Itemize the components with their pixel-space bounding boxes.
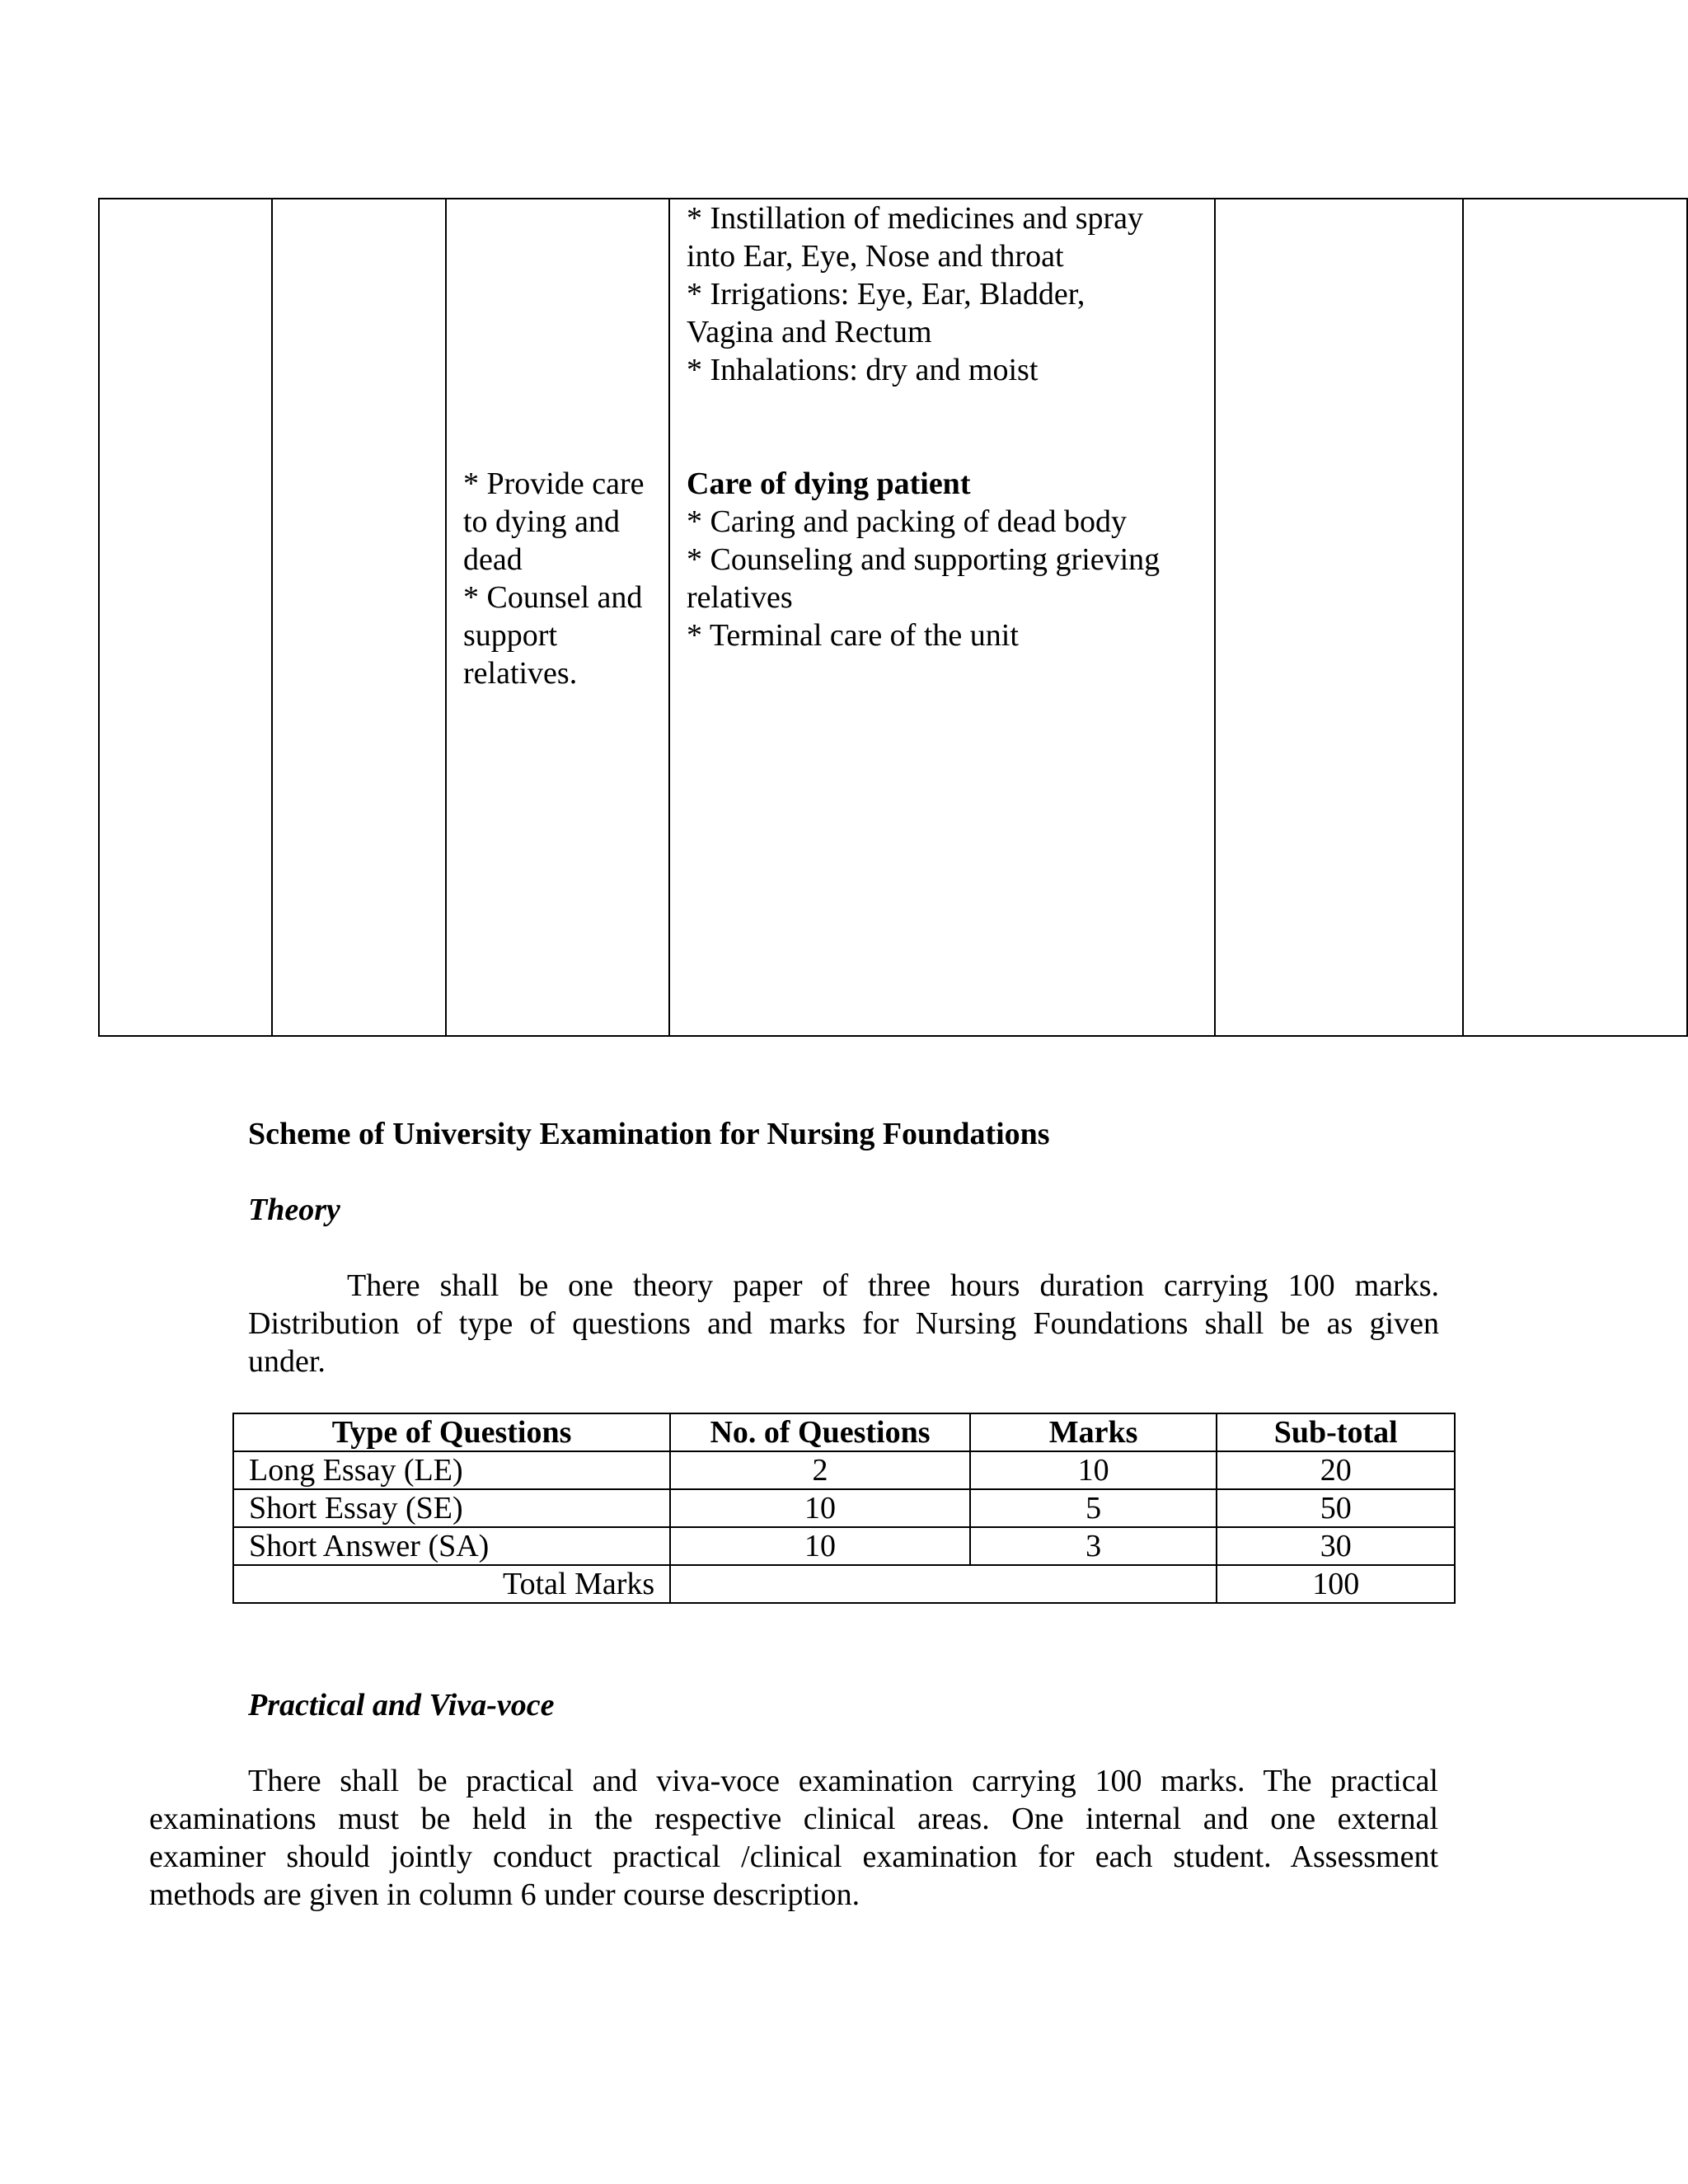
column-header: Type of Questions <box>233 1413 670 1451</box>
marks-cell: 3 <box>970 1527 1217 1565</box>
paragraph-line: examiner should jointly conduct practical /clinical examination for each student. Assessment <box>149 1840 1438 1874</box>
content-line: * Irrigations: Eye, Ear, Bladder, <box>687 277 1085 312</box>
care-of-dying-section <box>687 465 1160 654</box>
subtotal-cell: 20 <box>1217 1451 1455 1489</box>
paragraph-line: methods are given in column 6 under course description. <box>149 1877 860 1912</box>
objective-line: support <box>463 618 557 653</box>
objective-line: * Counsel and <box>463 580 643 615</box>
content-cell <box>687 199 1143 389</box>
question-count-cell: 10 <box>670 1489 970 1527</box>
page-title: Scheme of University Examination for Nursing Foundations <box>248 1117 1050 1151</box>
table-header-row <box>233 1413 1455 1451</box>
content-line: * Counseling and supporting grieving <box>687 542 1160 577</box>
objective-line: relatives. <box>463 656 578 691</box>
content-line: * Caring and packing of dead body <box>687 504 1127 539</box>
question-count-cell: 10 <box>670 1527 970 1565</box>
objective-line: dead <box>463 542 523 577</box>
marks-cell: 10 <box>970 1451 1217 1489</box>
content-line: * Inhalations: dry and moist <box>687 353 1039 387</box>
question-type-cell: Long Essay (LE) <box>233 1451 670 1489</box>
content-line: relatives <box>687 580 793 615</box>
column-header: No. of Questions <box>670 1413 970 1451</box>
question-count-cell: 2 <box>670 1451 970 1489</box>
total-label-cell: Total Marks <box>233 1565 670 1603</box>
table-row <box>233 1489 1455 1527</box>
objective-line: to dying and <box>463 504 620 539</box>
subtotal-cell: 50 <box>1217 1489 1455 1527</box>
paragraph-line: examinations must be held in the respective clinical areas. One internal and one external <box>149 1802 1438 1836</box>
content-line: * Terminal care of the unit <box>687 618 1019 653</box>
content-line: Vagina and Rectum <box>687 315 932 349</box>
marks-distribution-table <box>232 1413 1456 1604</box>
paragraph-line: Distribution of type of questions and marks for Nursing Foundations shall be as given <box>248 1306 1439 1341</box>
column-divider <box>1214 199 1216 1035</box>
question-type-cell: Short Answer (SA) <box>233 1527 670 1565</box>
paragraph-line: under. <box>248 1344 326 1379</box>
practical-heading: Practical and Viva-voce <box>248 1688 555 1722</box>
objectives-cell <box>463 465 644 692</box>
table-row <box>233 1451 1455 1489</box>
section-title: Care of dying patient <box>687 466 971 501</box>
question-type-cell: Short Essay (SE) <box>233 1489 670 1527</box>
content-line: * Instillation of medicines and spray <box>687 201 1144 236</box>
column-divider <box>668 199 670 1035</box>
empty-cell <box>670 1565 1217 1603</box>
objective-line: * Provide care <box>463 466 645 501</box>
column-divider <box>445 199 447 1035</box>
total-value-cell: 100 <box>1217 1565 1455 1603</box>
column-header: Marks <box>970 1413 1217 1451</box>
practical-paragraph <box>149 1762 1438 1914</box>
content-line: into Ear, Eye, Nose and throat <box>687 239 1064 274</box>
subtotal-cell: 30 <box>1217 1527 1455 1565</box>
marks-cell: 5 <box>970 1489 1217 1527</box>
column-divider <box>1462 199 1464 1035</box>
paragraph-line: There shall be practical and viva-voce examination carrying 100 marks. The practical <box>248 1764 1438 1798</box>
course-content-table <box>98 198 1688 1037</box>
column-divider <box>271 199 273 1035</box>
total-row <box>233 1565 1455 1603</box>
column-header: Sub-total <box>1217 1413 1455 1451</box>
theory-paragraph <box>248 1267 1439 1380</box>
table-row <box>233 1527 1455 1565</box>
paragraph-line: There shall be one theory paper of three hours duration carrying 100 marks. <box>347 1268 1439 1303</box>
theory-heading: Theory <box>248 1193 340 1227</box>
